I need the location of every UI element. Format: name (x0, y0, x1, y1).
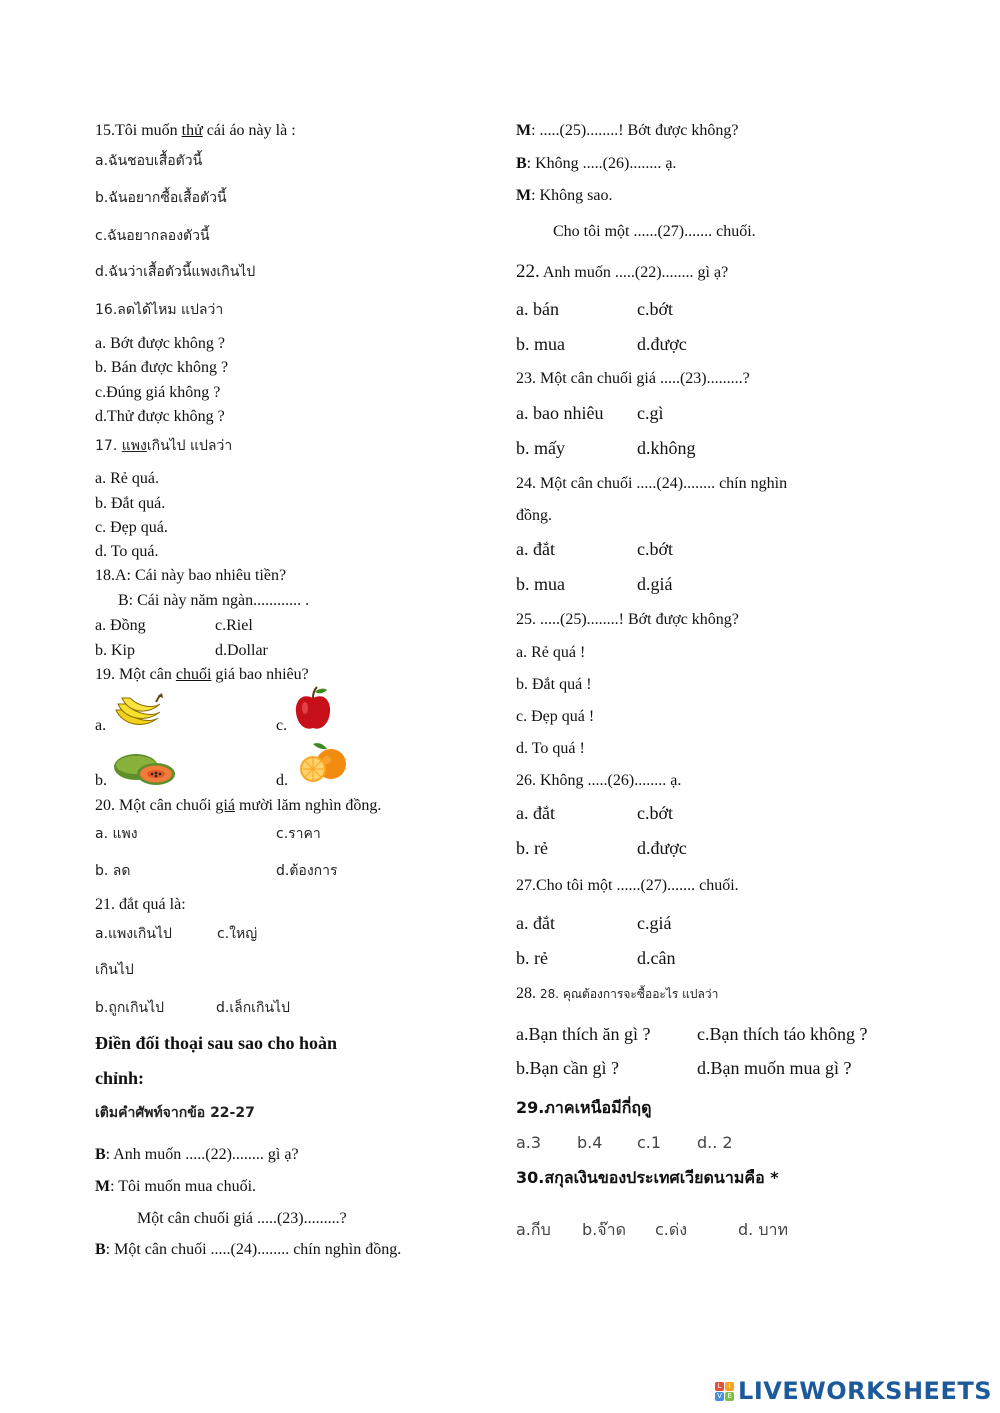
q23-option-c: c.gì (637, 403, 664, 423)
q17-option-d: d. To quá. (95, 543, 159, 560)
q18-option-b: b. Kip (95, 642, 135, 659)
q18-option-d: d.Dollar (215, 642, 268, 659)
q29-option-a: a.3 (516, 1133, 542, 1152)
q22-option-c: c.bớt (637, 299, 674, 319)
apple-icon (293, 686, 333, 732)
q25-option-d: d. To quá ! (516, 740, 585, 757)
dialogue-line-7: M: Không sao. (516, 187, 613, 204)
q26-option-c: c.bớt (637, 803, 674, 823)
question-24-line-1: 24. Một cân chuối .....(24)........ chín nghìn (516, 475, 788, 492)
question-25: 25. .....(25)........! Bớt được không? (516, 611, 739, 628)
section-heading-thai: เติมคำศัพท์จากข้อ 22-27 (95, 1105, 255, 1121)
q23-option-a: a. bao nhiêu (516, 403, 604, 423)
q21-option-c-continued: เกินไป (95, 962, 134, 978)
q18-option-c: c.Riel (215, 617, 253, 634)
question-30: 30.สกุลเงินของประเทศเวียดนามคือ * (516, 1168, 779, 1187)
q15-option-d: d.ฉันว่าเสื้อตัวนี้แพงเกินไป (95, 264, 256, 280)
q28-option-d: d.Bạn muốn mua gì ? (697, 1058, 852, 1078)
q28-option-b: b.Bạn cần gì ? (516, 1058, 619, 1078)
q18-option-a: a. Đồng (95, 617, 146, 634)
q21-option-c: c.ใหญ่ (217, 926, 258, 942)
q16-option-c: c.Đúng giá không ? (95, 384, 221, 401)
question-22: 22. Anh muốn .....(22)........ gì ạ? (516, 261, 729, 282)
orange-icon (297, 738, 349, 784)
q28-option-a: a.Bạn thích ăn gì ? (516, 1024, 651, 1044)
question-29: 29.ภาคเหนือมีกี่ฤดู (516, 1098, 652, 1117)
q22-option-d: d.được (637, 334, 687, 354)
q21-option-d: d.เล็กเกินไป (216, 1000, 290, 1016)
q17-option-c: c. Đẹp quá. (95, 519, 168, 536)
q23-option-d: d.không (637, 438, 696, 458)
q15-option-c: c.ฉันอยากลองตัวนี้ (95, 228, 210, 244)
q28-option-c: c.Bạn thích táo không ? (697, 1024, 868, 1044)
dialogue-line-6: B: Không .....(26)........ ạ. (516, 155, 677, 172)
dialogue-line-5: M: .....(25)........! Bớt được không? (516, 122, 739, 139)
q29-option-b: b.4 (577, 1133, 603, 1152)
question-19: 19. Một cân chuối giá bao nhiêu? (95, 666, 309, 683)
q24-option-b: b. mua (516, 574, 565, 594)
question-16: 16.ลดได้ไหม แปลว่า (95, 302, 224, 318)
q26-option-d: d.được (637, 838, 687, 858)
q22-option-a: a. bán (516, 299, 559, 319)
q24-option-d: d.giá (637, 574, 673, 594)
q29-option-d: d.. 2 (697, 1133, 733, 1152)
question-26: 26. Không .....(26)........ ạ. (516, 772, 682, 789)
section-heading-line-1: Điền đối thoại sau sao cho hoàn (95, 1033, 338, 1053)
question-18-line-2: B: Cái này năm ngàn............ . (118, 592, 310, 609)
dialogue-line-2: M: Tôi muốn mua chuối. (95, 1178, 257, 1195)
q21-option-a: a.แพงเกินไป (95, 926, 172, 942)
q23-option-b: b. mấy (516, 438, 565, 458)
q20-option-b: b. ลด (95, 863, 131, 879)
q16-option-b: b. Bán được không ? (95, 359, 229, 376)
q25-option-b: b. Đắt quá ! (516, 676, 592, 693)
liveworksheets-badge-icon: L I V E (715, 1382, 734, 1401)
q20-option-c: c.ราคา (276, 826, 321, 842)
question-21: 21. đắt quá là: (95, 896, 186, 913)
dialogue-line-8: Cho tôi một ......(27)....... chuối. (553, 223, 756, 240)
q15-option-a: a.ฉันชอบเสื้อตัวนี้ (95, 153, 203, 169)
question-20: 20. Một cân chuối giá mười lăm nghìn đồng. (95, 797, 382, 814)
q30-option-a: a.กีบ (516, 1220, 551, 1239)
section-heading-line-2: chỉnh: (95, 1068, 145, 1088)
q19-option-d-label: d. (276, 772, 288, 789)
q17-option-b: b. Đắt quá. (95, 495, 166, 512)
liveworksheets-logo (715, 1377, 992, 1405)
q20-option-d: d.ต้องการ (276, 863, 338, 879)
q19-option-c-label: c. (276, 717, 288, 734)
q15-option-b: b.ฉันอยากซื้อเสื้อตัวนี้ (95, 190, 227, 206)
question-24-line-2: đồng. (516, 507, 552, 524)
q20-option-a: a. แพง (95, 826, 138, 842)
dialogue-line-4: B: Một cân chuối .....(24)........ chín nghìn đồng. (95, 1241, 402, 1258)
dialogue-line-1: B: Anh muốn .....(22)........ gì ạ? (95, 1146, 299, 1163)
q16-option-d: d.Thử được không ? (95, 408, 225, 425)
banana-icon (112, 692, 164, 732)
q25-option-c: c. Đẹp quá ! (516, 708, 595, 725)
q26-option-a: a. đắt (516, 803, 555, 823)
dialogue-line-3: Một cân chuối giá .....(23).........? (137, 1210, 347, 1227)
q27-option-a: a. đắt (516, 913, 555, 933)
q30-option-d: d. บาท (738, 1220, 789, 1239)
q24-option-c: c.bớt (637, 539, 674, 559)
question-15: 15.Tôi muốn thử cái áo này là : (95, 122, 296, 139)
question-17: 17. แพงเกินไป แปลว่า (95, 438, 233, 454)
q26-option-b: b. rẻ (516, 838, 548, 858)
q16-option-a: a. Bớt được không ? (95, 335, 226, 352)
question-27: 27.Cho tôi một ......(27)....... chuối. (516, 877, 739, 894)
q19-option-a-label: a. (95, 717, 107, 734)
q17-option-a: a. Rẻ quá. (95, 470, 159, 487)
liveworksheets-brand: LIVEWORKSHEETS (738, 1377, 992, 1405)
q30-option-c: c.ด่ง (655, 1220, 688, 1239)
q22-option-b: b. mua (516, 334, 565, 354)
question-23: 23. Một cân chuối giá .....(23).........? (516, 370, 750, 387)
q25-option-a: a. Rẻ quá ! (516, 644, 586, 661)
q27-option-c: c.giá (637, 913, 672, 933)
q29-option-c: c.1 (637, 1133, 662, 1152)
q27-option-d: d.cân (637, 948, 676, 968)
q24-option-a: a. đắt (516, 539, 555, 559)
q21-option-b: b.ถูกเกินไป (95, 1000, 165, 1016)
q27-option-b: b. rẻ (516, 948, 548, 968)
question-28: 28. 28. คุณต้องการจะซื้ออะไร แปลว่า (516, 985, 719, 1002)
q30-option-b: b.จ๊าด (582, 1220, 626, 1239)
q19-option-b-label: b. (95, 772, 107, 789)
question-18-line-1: 18.A: Cái này bao nhiêu tiền? (95, 567, 287, 584)
papaya-icon (112, 747, 178, 789)
